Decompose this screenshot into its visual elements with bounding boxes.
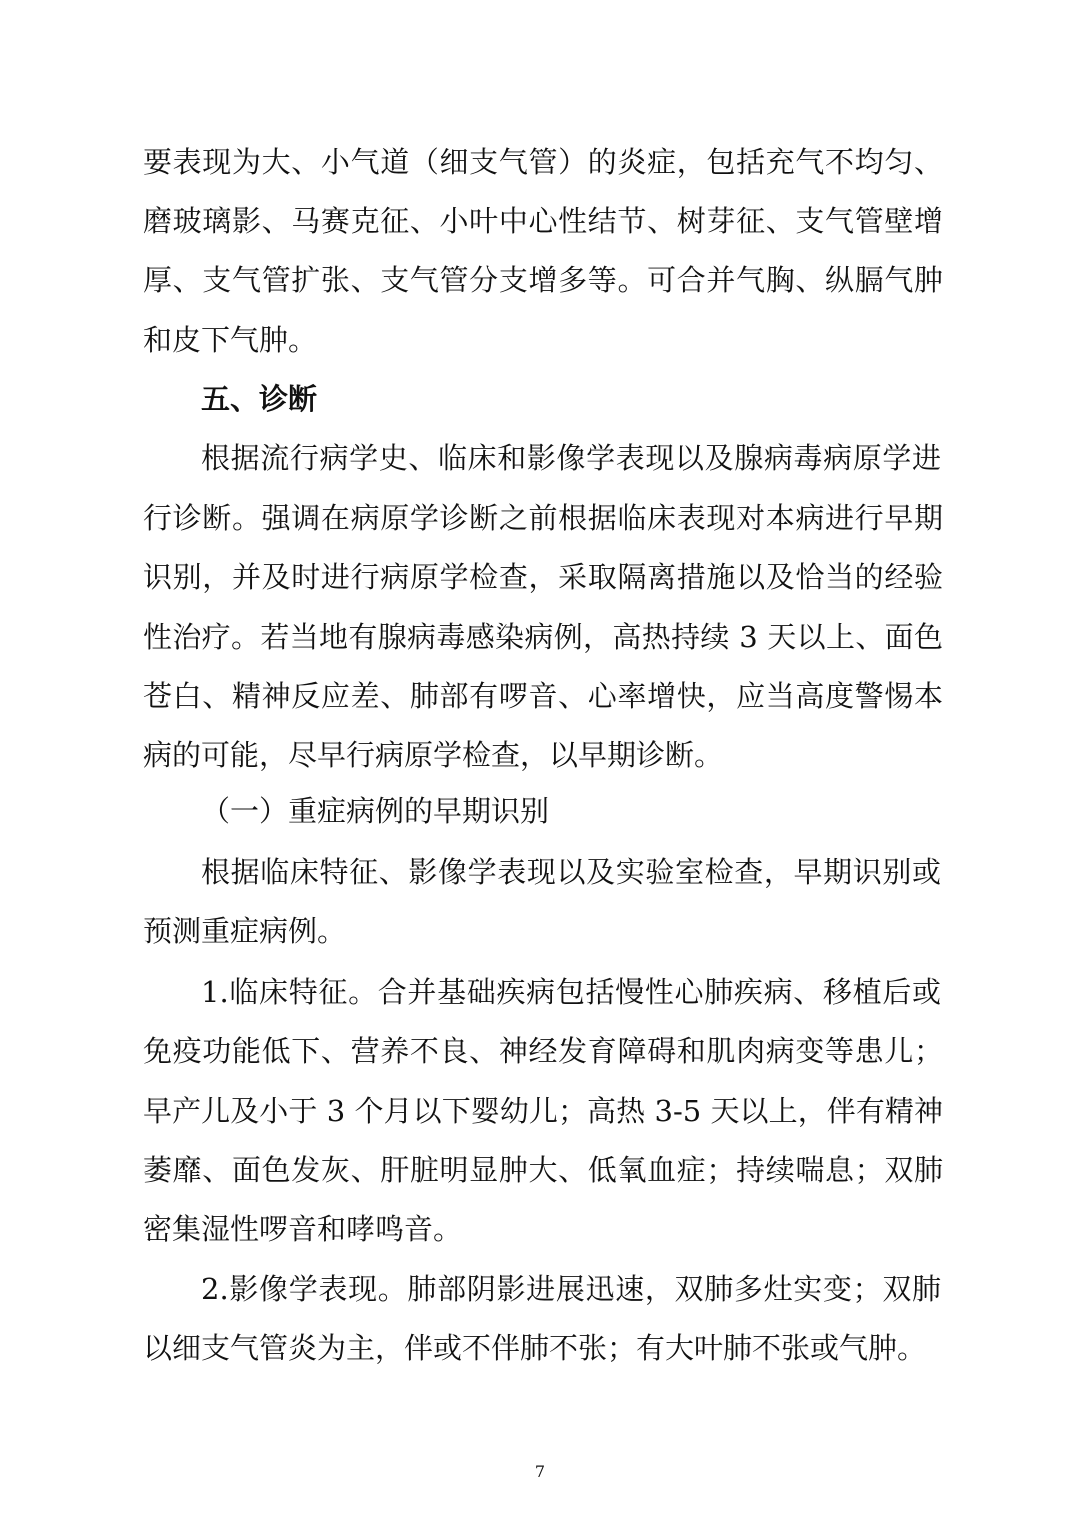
text-line: 以细支气管炎为主，伴或不伴肺不张；有大叶肺不张或气肿。 [143, 1331, 927, 1365]
text-line: 行诊断。强调在病原学诊断之前根据临床表现对本病进行早期 [143, 501, 943, 535]
text-line: 要表现为大、小气道（细支气管）的炎症，包括充气不均匀、 [143, 145, 943, 179]
text-line: 免疫功能低下、营养不良、神经发育障碍和肌肉病变等患儿； [143, 1034, 943, 1068]
text-line: 苍白、精神反应差、肺部有啰音、心率增快，应当高度警惕本 [143, 679, 943, 713]
text-line: 识别，并及时进行病原学检查，采取隔离措施以及恰当的经验 [143, 560, 943, 594]
text-line: 根据临床特征、影像学表现以及实验室检查，早期识别或 [201, 855, 941, 889]
text-line: 和皮下气肿。 [143, 323, 318, 357]
text-line: 早产儿及小于 3 个月以下婴幼儿；高热 3-5 天以上，伴有精神 [143, 1094, 943, 1128]
text-line: 磨玻璃影、马赛克征、小叶中心性结节、树芽征、支气管壁增 [143, 204, 943, 238]
text-line: 根据流行病学史、临床和影像学表现以及腺病毒病原学进 [201, 441, 941, 475]
text-line: 密集湿性啰音和哮鸣音。 [143, 1212, 463, 1246]
subsection-heading-early-identification: （一）重症病例的早期识别 [201, 794, 550, 828]
text-line: 厚、支气管扩张、支气管分支增多等。可合并气胸、纵膈气肿 [143, 263, 943, 297]
text-line: 1.临床特征。合并基础疾病包括慢性心肺疾病、移植后或 [201, 975, 941, 1009]
section-heading-diagnosis: 五、诊断 [201, 382, 318, 416]
text-line: 病的可能，尽早行病原学检查，以早期诊断。 [143, 738, 724, 772]
text-line: 萎靡、面色发灰、肝脏明显肿大、低氧血症；持续喘息；双肺 [143, 1153, 943, 1187]
text-line: 性治疗。若当地有腺病毒感染病例，高热持续 3 天以上、面色 [143, 620, 943, 654]
text-line: 预测重症病例。 [143, 914, 347, 948]
page-number: 7 [534, 1462, 546, 1481]
text-line: 2.影像学表现。肺部阴影进展迅速，双肺多灶实变；双肺 [201, 1272, 941, 1306]
